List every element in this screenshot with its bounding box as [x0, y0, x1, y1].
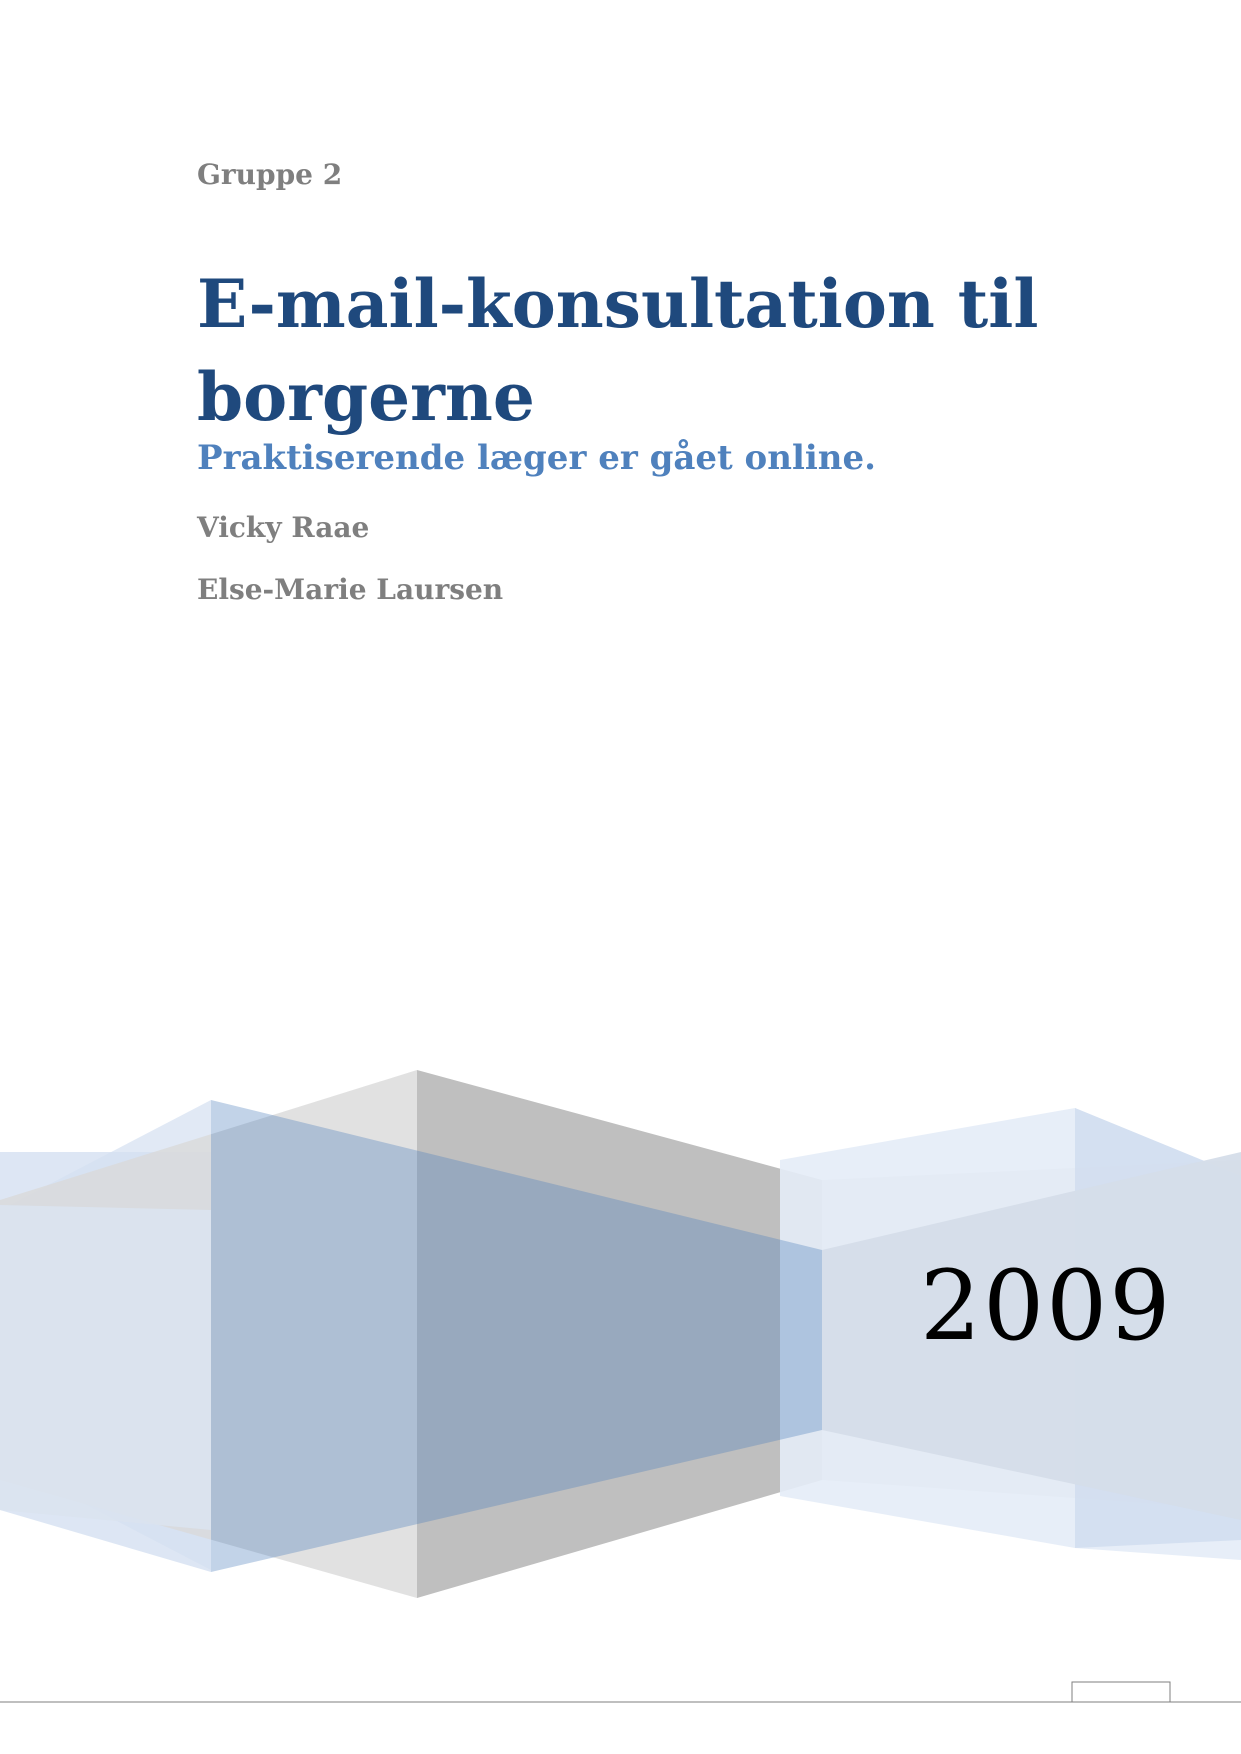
document-title: E-mail-konsultation til borgerne	[197, 265, 1039, 436]
graphic-panel	[0, 1205, 211, 1530]
cover-year: 2009	[920, 1250, 1173, 1362]
footer-rule	[0, 1680, 1241, 1704]
group-label: Gruppe 2	[197, 158, 343, 191]
author-name: Vicky Raae	[197, 511, 370, 544]
author-name: Else-Marie Laursen	[197, 573, 504, 606]
document-subtitle: Praktiserende læger er gået online.	[197, 438, 876, 478]
